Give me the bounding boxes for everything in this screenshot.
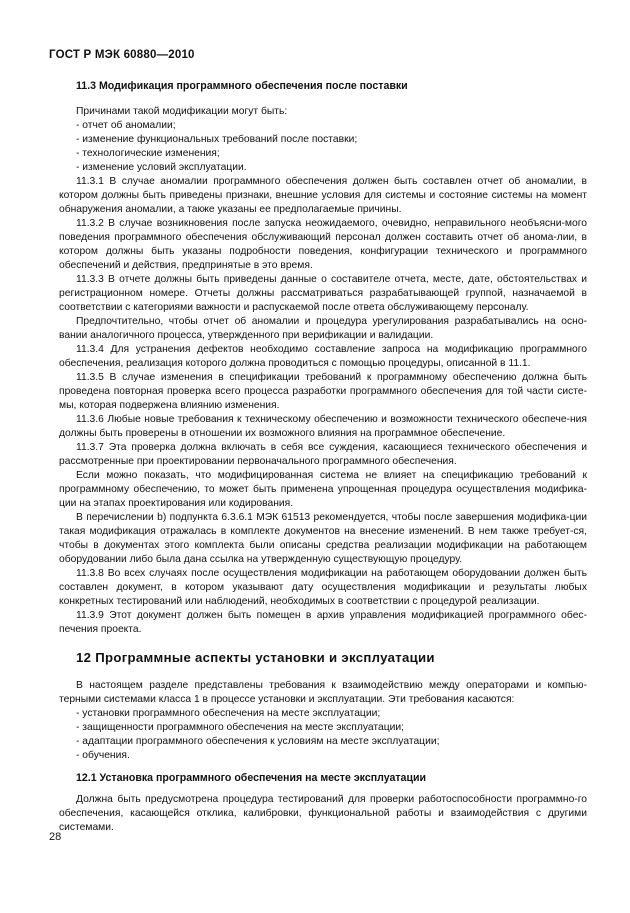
document-header: ГОСТ Р МЭК 60880—2010 (49, 49, 195, 61)
paragraph-11-3-1: 11.3.1 В случае аномалии программного обеспечения должен быть составлен отчет об аномалии, в котором должны быть приведены признаки, внешние условия для системы и состояние системы на момент обнаружения аномалии, а также указаны ее предполагаемые причины. (59, 176, 587, 215)
page-number: 28 (49, 831, 62, 843)
section-title-12: 12 Программные аспекты установки и эксплуатации (76, 650, 435, 665)
list-item: - защищенности программного обеспечения на месте эксплуатации; (76, 722, 405, 733)
paragraph-11-3-6: 11.3.6 Любые новые требования к техническому обеспечению и возможности технического обеспече-ния должны быть проверены в отношении их возможного влияния на программное обеспечение. (59, 414, 587, 439)
paragraph-11-3-8: 11.3.8 Во всех случаях после осуществления модификации на работающем оборудовании должен быть составлен документ, в котором указывают дату осуществления модификации и результаты любых конкретных тестирований или наблюдений, необходимых в соответствии с процедурой реализации. (59, 568, 587, 607)
paragraph-11-3-3: 11.3.3 В отчете должны быть приведены данные о составителе отчета, месте, дате, обстоятельствах и регистрационном номере. Отчеты должны рассматриваться разрабатывающей группой, назначаемой в соответствии с категориями важности и распускаемой после ответа обслуживающему персоналу. (59, 274, 587, 313)
list-item: - технологические изменения; (76, 148, 220, 159)
paragraph-enumeration-b: В перечислении b) подпункта 6.3.6.1 МЭК 61513 рекомендуется, чтобы после завершения модифика-ции такая модификация отражалась в комплекте документов на внесение изменений. В нем также требует-ся, чтобы в документах этого комплекта были описаны средства реализации модификации на работающем оборудовании либо была дана ссылка на утвержденную существующую процедуру. (59, 512, 587, 565)
paragraph-11-3-5: 11.3.5 В случае изменения в спецификации требований к программному обеспечению должна быть проведена повторная проверка всего процесса разработки программного обеспечения для той части систе-мы, которая подвержена влиянию изменения. (59, 372, 587, 411)
paragraph-11-3-7: 11.3.7 Эта проверка должна включать в себя все суждения, касающиеся технического обеспечения и рассмотренные при проектировании первоначального программного обеспечения. (59, 442, 587, 467)
paragraph-preference: Предпочтительно, чтобы отчет об аномалии и процедура урегулирования разрабатывались на осно-вании аналогичного процесса, утвержденного при верификации и валидации. (59, 316, 587, 341)
paragraph-section-12-intro: В настоящем разделе представлены требования к взаимодействию между операторами и компью-терными системами класса 1 в процессе установки и эксплуатации. Эти требования касаются: (59, 680, 587, 705)
list-item: - установки программного обеспечения на месте эксплуатации; (76, 708, 381, 719)
reasons-intro: Причинами такой модификации могут быть: (76, 106, 288, 117)
paragraph-11-3-9: 11.3.9 Этот документ должен быть помещен в архив управления модификацией программного обес-печения проекта. (59, 610, 587, 635)
subsection-title-12-1: 12.1 Установка программного обеспечения на месте эксплуатации (76, 772, 426, 784)
list-item: - отчет об аномалии; (76, 120, 176, 131)
list-item: - изменение функциональных требований после поставки; (76, 134, 358, 145)
list-item: - адаптации программного обеспечения к условиям на месте эксплуатации; (76, 736, 440, 747)
subsection-title-11-3: 11.3 Модификация программного обеспечения после поставки (76, 80, 408, 92)
document-body (59, 79, 587, 835)
paragraph-if: Если можно показать, что модифицированная система не влияет на спецификацию требований к программному обеспечению, то может быть применена упрощенная процедура осуществления модифика-ции на этапах проектирования или кодирования. (59, 470, 587, 509)
list-item: - изменение условий эксплуатации. (76, 162, 247, 173)
paragraph-11-3-2: 11.3.2 В случае возникновения после запуска неожидаемого, очевидно, неправильного необъясни-мого поведения программного обеспечения обслуживающий персонал должен составить отчет об анома-лии, в котором должны быть указаны подробности поведения, конфигурации технического и программного обеспечений и действия, предпринятые в это время. (59, 218, 587, 271)
paragraph-12-1: Должна быть предусмотрена процедура тестирований для проверки работоспособности программно-го обеспечения, касающейся отклика, калибровки, функциональной работы и взаимодействия с другими системами. (59, 794, 587, 833)
list-item: - обучения. (76, 750, 130, 761)
paragraph-11-3-4: 11.3.4 Для устранения дефектов необходимо составление запроса на модификацию программного обеспечения, реализация которого должна проводиться с помощью процедуры, описанной в 11.1. (59, 344, 587, 369)
